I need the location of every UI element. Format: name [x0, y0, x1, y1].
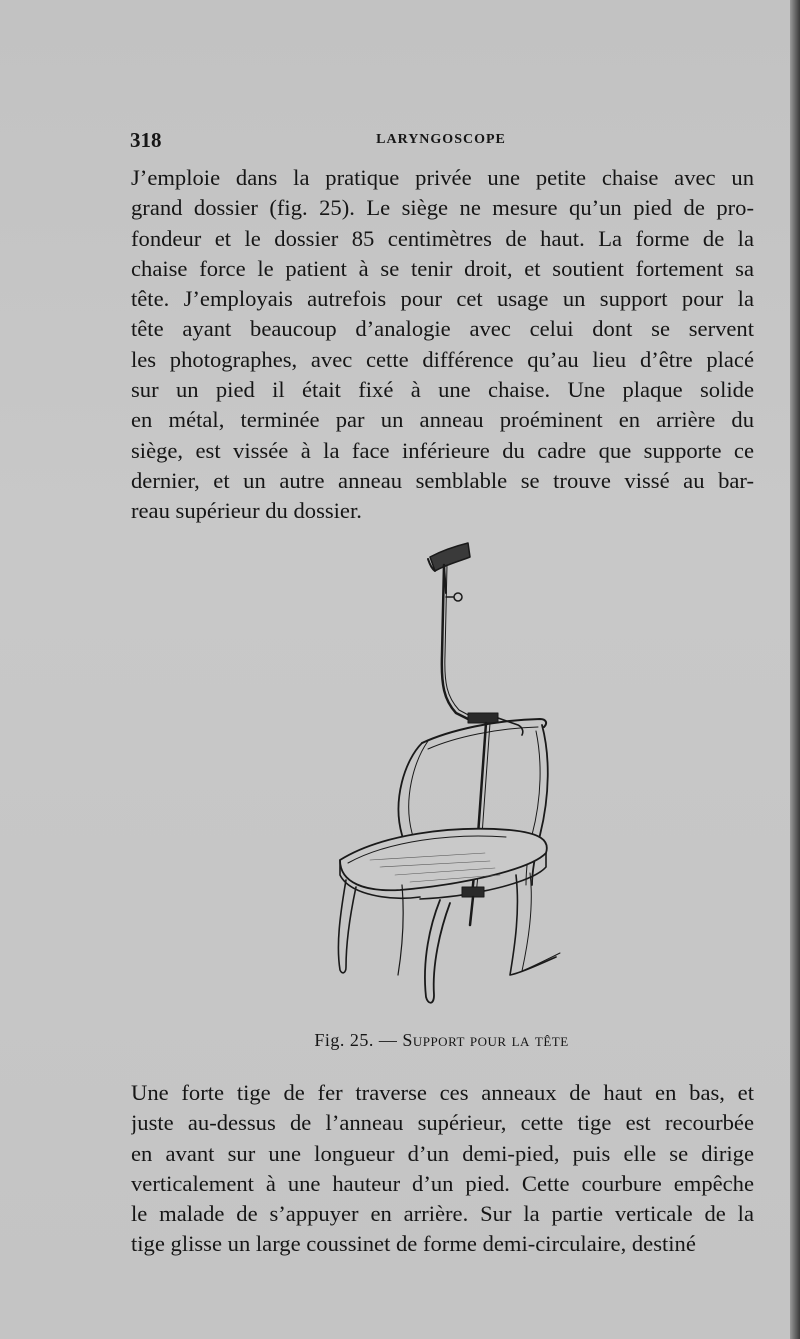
running-title: LARYNGOSCOPE: [376, 132, 506, 147]
text-line: reau supérieur du dossier.: [131, 498, 362, 524]
text-line: tige glisse un large coussinet de forme demi-circulaire, destiné: [131, 1231, 696, 1257]
paragraph-2: [131, 1078, 754, 1260]
text-line: tête. J’employais autrefois pour cet usage un support pour la: [131, 286, 754, 312]
text-line: en métal, terminée par un anneau proéminent en arrière du: [131, 407, 754, 433]
caption-figure-number: Fig. 25.: [314, 1030, 374, 1050]
text-line: grand dossier (fig. 25). Le siège ne mesure qu’un pied de pro-: [131, 195, 754, 221]
caption-title: Support pour la tête: [402, 1030, 569, 1050]
chair-headrest-illustration: [310, 535, 590, 1010]
text-line: chaise force le patient à se tenir droit, et soutient fortement sa: [131, 255, 754, 281]
text-line: J’emploie dans la pratique privée une petite chaise avec un: [131, 165, 754, 190]
text-line: tête ayant beaucoup d’analogie avec celui dont se servent: [131, 316, 754, 342]
text-line: Une forte tige de fer traverse ces anneaux de haut en bas, et: [131, 1080, 754, 1105]
text-line: dernier, et un autre anneau semblable se trouve vissé au bar-: [131, 467, 754, 493]
text-line: sur un pied il était fixé à une chaise. Une plaque solide: [131, 377, 754, 403]
text-line: juste au-dessus de l’anneau supérieur, cette tige est recourbée: [131, 1110, 754, 1136]
running-head: [130, 128, 752, 150]
text-line: fondeur et le dossier 85 centimètres de haut. La forme de la: [131, 225, 754, 251]
caption-dash: —: [373, 1030, 403, 1050]
text-line: les photographes, avec cette différence qu’au lieu d’être placé: [131, 346, 754, 372]
page-edge-shadow: [790, 0, 800, 1339]
text-line: siège, est vissée à la face inférieure du cadre que supporte ce: [131, 437, 754, 463]
text-line: en avant sur une longueur d’un demi-pied, puis elle se dirige: [131, 1140, 754, 1166]
figure-caption: [130, 1030, 753, 1051]
text-line: le malade de s’appuyer en arrière. Sur la partie verticale de la: [131, 1201, 754, 1227]
page-number: 318: [130, 128, 162, 152]
paragraph-1: [131, 163, 754, 527]
text-line: verticalement à une hauteur d’un pied. Cette courbure empêche: [131, 1170, 754, 1196]
